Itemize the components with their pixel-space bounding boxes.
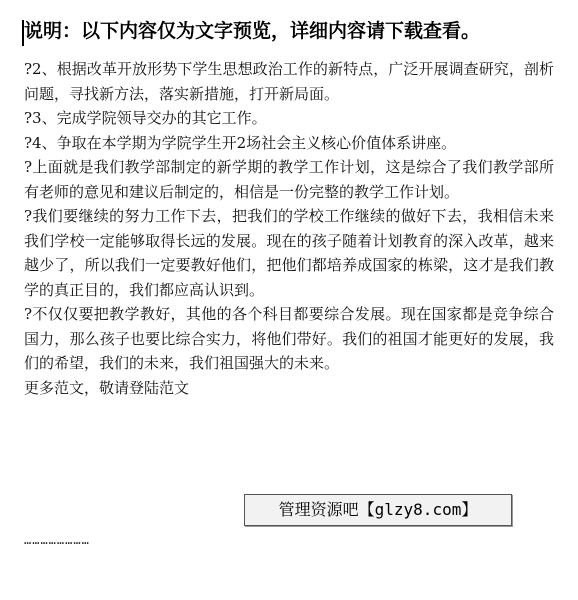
- more-samples-text: 更多范文，敬请登陆范文: [24, 378, 190, 397]
- site-watermark-banner[interactable]: 管理资源吧【glzy8.com】: [244, 494, 512, 526]
- paragraph-summary: ?上面就是我们教学部制定的新学期的教学工作计划，这是综合了我们教学部所有老师的意见和建议后制定的，相信是一份完整的教学工作计划。: [24, 158, 554, 201]
- paragraph-development: ?不仅仅要把教学教好，其他的各个科目都要综合发展。现在国家都是竞争综合国力，那么孩子也要比综合实力，将他们带好。我们的祖国才能更好的发展，我们的希望，我们的未来，我们祖国强大的未来。: [24, 305, 554, 372]
- paragraph-item-2: ?2、根据改革开放形势下学生思想政治工作的新特点，广泛开展调查研究，剖析问题，寻找新方法，落实新措施，打开新局面。: [24, 60, 554, 103]
- dotted-leader: ……………………: [24, 533, 90, 547]
- paragraph-continue: ?我们要继续的努力工作下去，把我们的学校工作继续的做好下去，我相信未来我们学校一定能够取得长远的发展。现在的孩子随着计划教育的深入改革，越来越少了，所以我们一定要教好他们，把他们都培养成国家的栋梁，这才是我们教学的真正目的，我们都应高认识到。: [24, 207, 554, 299]
- document-body: [24, 57, 554, 400]
- paragraph-item-3: ?3、完成学院领导交办的其它工作。: [24, 109, 267, 127]
- preview-notice: 说明：以下内容仅为文字预览，详细内容请下载查看。: [24, 20, 481, 42]
- paragraph-item-4: ?4、争取在本学期为学院学生开2场社会主义核心价值体系讲座。: [24, 133, 457, 152]
